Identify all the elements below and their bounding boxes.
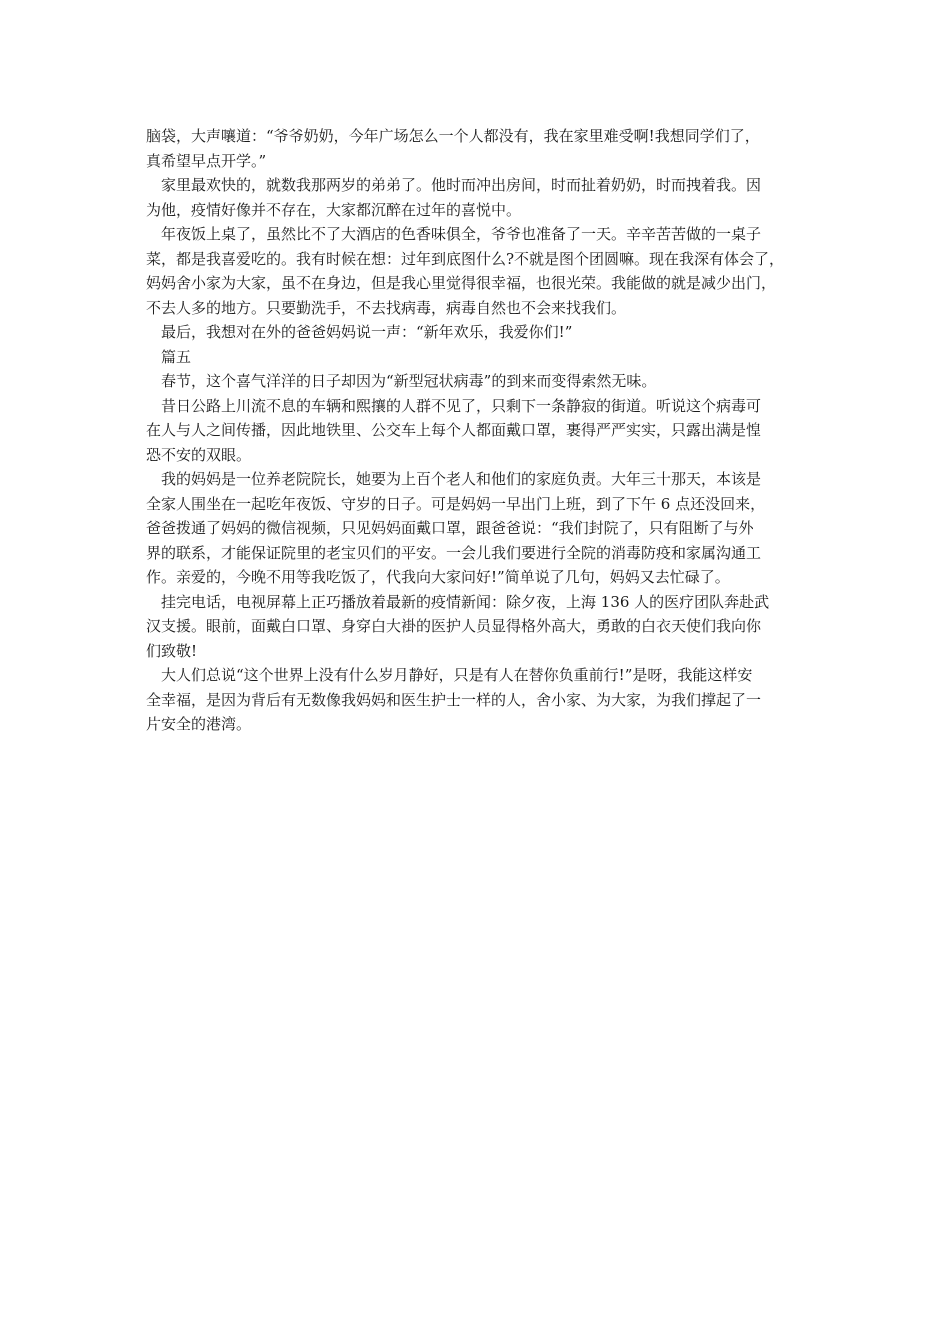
paragraph-line: 作。亲爱的，今晚不用等我吃饭了，代我向大家问好!”简单说了几句，妈妈又去忙碌了。 xyxy=(146,568,730,586)
paragraph-line: 菜，都是我喜爱吃的。我有时候在想：过年到底图什么?不就是图个团圆嘛。现在我深有体会了， xyxy=(146,249,785,268)
paragraph-line: 春节，这个喜气洋洋的日子却因为“新型冠状病毒”的到来而变得索然无味。 xyxy=(161,372,657,390)
paragraph-line: 年夜饭上桌了，虽然比不了大酒店的色香味俱全，爷爷也准备了一天。辛辛苦苦做的一桌子 xyxy=(161,225,762,243)
paragraph-1 xyxy=(146,124,804,173)
paragraph-line: 汉支援。眼前，面戴白口罩、身穿白大褂的医护人员显得格外高大，勇敢的白衣天使们我向你 xyxy=(146,617,762,635)
paragraph-line: 不去人多的地方。只要勤洗手，不去找病毒，病毒自然也不会来找我们。 xyxy=(146,298,627,317)
paragraph-2 xyxy=(146,173,804,222)
section-heading-text: 篇五 xyxy=(161,347,192,366)
paragraph-line: 真希望早点开学。” xyxy=(146,151,267,170)
paragraph-line: 大人们总说“这个世界上没有什么岁月静好，只是有人在替你负重前行!”是呀，我能这样安 xyxy=(161,666,753,684)
paragraph-line: 全幸福，是因为背后有无数像我妈妈和医生护士一样的人，舍小家、为大家，为我们撑起了一 xyxy=(146,690,762,709)
section-heading xyxy=(146,345,804,370)
paragraph-line: 家里最欢快的，就数我那两岁的弟弟了。他时而冲出房间，时而扯着奶奶，时而拽着我。因 xyxy=(161,176,762,194)
paragraph-line: 最后，我想对在外的爸爸妈妈说一声：“新年欢乐，我爱你们!” xyxy=(161,323,573,341)
paragraph-line: 恐不安的双眼。 xyxy=(146,445,252,464)
paragraph-line: 界的联系，才能保证院里的老宝贝们的平安。一会儿我们要进行全院的消毒防疫和家属沟通工 xyxy=(146,543,762,562)
paragraph-line: 挂完电话，电视屏幕上正巧播放着最新的疫情新闻：除夕夜，上海 136 人的医疗团队奔赴武 xyxy=(161,592,770,611)
paragraph-line: 昔日公路上川流不息的车辆和熙攘的人群不见了，只剩下一条静寂的街道。听说这个病毒可 xyxy=(161,396,762,415)
paragraph-8 xyxy=(146,467,804,590)
paragraph-line: 全家人围坐在一起吃年夜饭、守岁的日子。可是妈妈一早出门上班，到了下午 6 点还没回来， xyxy=(146,494,766,513)
paragraph-line: 片安全的港湾。 xyxy=(146,715,252,733)
paragraph-line: 在人与人之间传播，因此地铁里、公交车上每个人都面戴口罩，裹得严严实实，只露出满是惶 xyxy=(146,421,762,439)
paragraph-line: 我的妈妈是一位养老院院长，她要为上百个老人和他们的家庭负责。大年三十那天，本该是 xyxy=(161,470,762,488)
paragraph-3 xyxy=(146,222,804,320)
paragraph-line: 们致敬! xyxy=(146,641,198,660)
paragraph-line: 为他，疫情好像并不存在，大家都沉醉在过年的喜悦中。 xyxy=(146,200,522,219)
paragraph-4 xyxy=(146,320,804,345)
paragraph-line: 脑袋，大声嚷道：“爷爷奶奶，今年广场怎么一个人都没有，我在家里难受啊!我想同学们了， xyxy=(146,127,760,145)
paragraph-line: 妈妈舍小家为大家，虽不在身边，但是我心里觉得很幸福，也很光荣。我能做的就是减少出门， xyxy=(146,274,777,292)
paragraph-10 xyxy=(146,663,804,737)
paragraph-line: 爸爸拨通了妈妈的微信视频，只见妈妈面戴口罩，跟爸爸说：“我们封院了，只有阻断了与外 xyxy=(146,519,754,537)
paragraph-9 xyxy=(146,590,804,664)
document-body xyxy=(146,124,804,737)
paragraph-6 xyxy=(146,369,804,394)
paragraph-7 xyxy=(146,394,804,468)
